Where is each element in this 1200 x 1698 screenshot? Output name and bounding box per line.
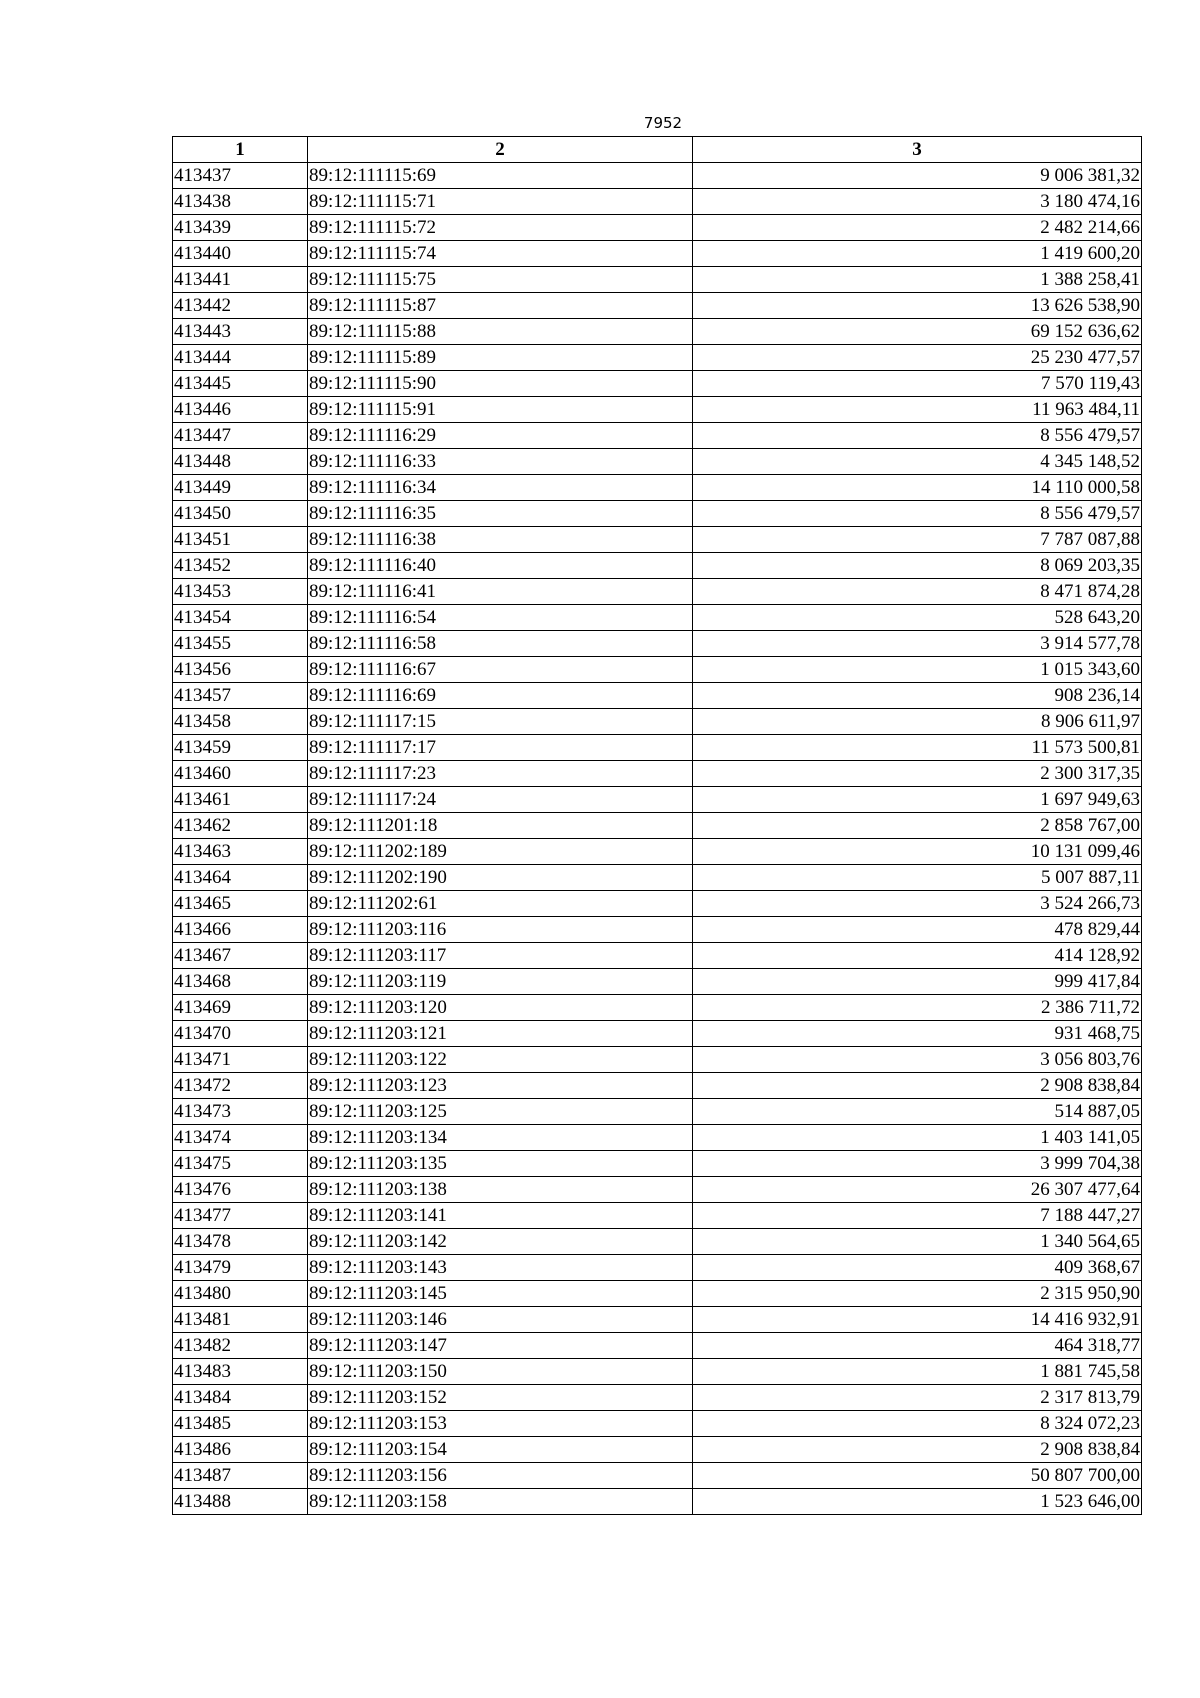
cadastral-number-cell: 89:12:111116:54 <box>308 605 693 631</box>
row-number-cell: 413444 <box>173 345 308 371</box>
table-row <box>173 1203 1142 1229</box>
cadastral-number-cell: 89:12:111203:135 <box>308 1151 693 1177</box>
cadastral-number-cell: 89:12:111203:122 <box>308 1047 693 1073</box>
row-number-cell: 413438 <box>173 189 308 215</box>
value-cell: 908 236,14 <box>693 683 1142 709</box>
row-number-cell: 413467 <box>173 943 308 969</box>
row-number-cell: 413439 <box>173 215 308 241</box>
cadastral-number-cell: 89:12:111203:152 <box>308 1385 693 1411</box>
table-row <box>173 1047 1142 1073</box>
value-cell: 4 345 148,52 <box>693 449 1142 475</box>
row-number-cell: 413475 <box>173 1151 308 1177</box>
row-number-cell: 413472 <box>173 1073 308 1099</box>
cadastral-number-cell: 89:12:111116:40 <box>308 553 693 579</box>
row-number-cell: 413453 <box>173 579 308 605</box>
cadastral-number-cell: 89:12:111203:150 <box>308 1359 693 1385</box>
cadastral-number-cell: 89:12:111203:134 <box>308 1125 693 1151</box>
cadastral-number-cell: 89:12:111203:146 <box>308 1307 693 1333</box>
cadastral-number-cell: 89:12:111117:23 <box>308 761 693 787</box>
cadastral-number-cell: 89:12:111117:24 <box>308 787 693 813</box>
table-row <box>173 813 1142 839</box>
table-row <box>173 631 1142 657</box>
header-cell-1: 1 <box>173 137 308 163</box>
value-cell: 8 069 203,35 <box>693 553 1142 579</box>
cadastral-number-cell: 89:12:111116:38 <box>308 527 693 553</box>
value-cell: 1 388 258,41 <box>693 267 1142 293</box>
row-number-cell: 413470 <box>173 1021 308 1047</box>
table-row <box>173 1151 1142 1177</box>
value-cell: 3 914 577,78 <box>693 631 1142 657</box>
cadastral-number-cell: 89:12:111203:138 <box>308 1177 693 1203</box>
row-number-cell: 413459 <box>173 735 308 761</box>
table-row <box>173 1385 1142 1411</box>
value-cell: 514 887,05 <box>693 1099 1142 1125</box>
table-row <box>173 1021 1142 1047</box>
table-row <box>173 241 1142 267</box>
row-number-cell: 413487 <box>173 1463 308 1489</box>
cadastral-number-cell: 89:12:111115:88 <box>308 319 693 345</box>
cadastral-number-cell: 89:12:111115:71 <box>308 189 693 215</box>
value-cell: 999 417,84 <box>693 969 1142 995</box>
row-number-cell: 413469 <box>173 995 308 1021</box>
value-cell: 69 152 636,62 <box>693 319 1142 345</box>
cadastral-number-cell: 89:12:111203:123 <box>308 1073 693 1099</box>
table-row <box>173 787 1142 813</box>
cadastral-number-cell: 89:12:111203:121 <box>308 1021 693 1047</box>
cadastral-number-cell: 89:12:111116:67 <box>308 657 693 683</box>
table-row <box>173 1489 1142 1515</box>
value-cell: 2 858 767,00 <box>693 813 1142 839</box>
value-cell: 1 015 343,60 <box>693 657 1142 683</box>
value-cell: 464 318,77 <box>693 1333 1142 1359</box>
row-number-cell: 413474 <box>173 1125 308 1151</box>
value-cell: 8 556 479,57 <box>693 501 1142 527</box>
cadastral-number-cell: 89:12:111203:154 <box>308 1437 693 1463</box>
cadastral-number-cell: 89:12:111117:15 <box>308 709 693 735</box>
row-number-cell: 413437 <box>173 163 308 189</box>
value-cell: 1 697 949,63 <box>693 787 1142 813</box>
cadastral-number-cell: 89:12:111203:158 <box>308 1489 693 1515</box>
table-row <box>173 397 1142 423</box>
table-row <box>173 423 1142 449</box>
table-row <box>173 501 1142 527</box>
table-row <box>173 527 1142 553</box>
cadastral-number-cell: 89:12:111115:87 <box>308 293 693 319</box>
value-cell: 2 300 317,35 <box>693 761 1142 787</box>
cadastral-number-cell: 89:12:111203:141 <box>308 1203 693 1229</box>
table-row <box>173 1437 1142 1463</box>
row-number-cell: 413451 <box>173 527 308 553</box>
table-row <box>173 267 1142 293</box>
cadastral-number-cell: 89:12:111203:119 <box>308 969 693 995</box>
value-cell: 8 556 479,57 <box>693 423 1142 449</box>
cadastral-number-cell: 89:12:111203:156 <box>308 1463 693 1489</box>
row-number-cell: 413483 <box>173 1359 308 1385</box>
cadastral-number-cell: 89:12:111116:33 <box>308 449 693 475</box>
row-number-cell: 413464 <box>173 865 308 891</box>
value-cell: 2 482 214,66 <box>693 215 1142 241</box>
value-cell: 3 056 803,76 <box>693 1047 1142 1073</box>
table-header <box>173 137 1142 163</box>
cadastral-number-cell: 89:12:111203:153 <box>308 1411 693 1437</box>
table-row <box>173 995 1142 1021</box>
value-cell: 528 643,20 <box>693 605 1142 631</box>
row-number-cell: 413471 <box>173 1047 308 1073</box>
value-cell: 3 524 266,73 <box>693 891 1142 917</box>
row-number-cell: 413455 <box>173 631 308 657</box>
value-cell: 14 416 932,91 <box>693 1307 1142 1333</box>
value-cell: 1 523 646,00 <box>693 1489 1142 1515</box>
value-cell: 7 570 119,43 <box>693 371 1142 397</box>
table-row <box>173 345 1142 371</box>
table-row <box>173 1177 1142 1203</box>
table-row <box>173 657 1142 683</box>
table-row <box>173 969 1142 995</box>
cadastral-number-cell: 89:12:111115:91 <box>308 397 693 423</box>
table-row <box>173 605 1142 631</box>
header-cell-2: 2 <box>308 137 693 163</box>
row-number-cell: 413481 <box>173 1307 308 1333</box>
table-row <box>173 917 1142 943</box>
row-number-cell: 413448 <box>173 449 308 475</box>
cadastral-number-cell: 89:12:111202:61 <box>308 891 693 917</box>
value-cell: 1 419 600,20 <box>693 241 1142 267</box>
table-row <box>173 1463 1142 1489</box>
row-number-cell: 413441 <box>173 267 308 293</box>
value-cell: 11 573 500,81 <box>693 735 1142 761</box>
value-cell: 2 908 838,84 <box>693 1073 1142 1099</box>
cadastral-number-cell: 89:12:111115:75 <box>308 267 693 293</box>
table-row <box>173 1307 1142 1333</box>
table-row <box>173 865 1142 891</box>
row-number-cell: 413465 <box>173 891 308 917</box>
table-row <box>173 1229 1142 1255</box>
row-number-cell: 413463 <box>173 839 308 865</box>
value-cell: 26 307 477,64 <box>693 1177 1142 1203</box>
cadastral-number-cell: 89:12:111116:29 <box>308 423 693 449</box>
cadastral-number-cell: 89:12:111116:34 <box>308 475 693 501</box>
table-row <box>173 215 1142 241</box>
row-number-cell: 413479 <box>173 1255 308 1281</box>
cadastral-number-cell: 89:12:111201:18 <box>308 813 693 839</box>
cadastral-number-cell: 89:12:111115:69 <box>308 163 693 189</box>
row-number-cell: 413468 <box>173 969 308 995</box>
value-cell: 50 807 700,00 <box>693 1463 1142 1489</box>
row-number-cell: 413486 <box>173 1437 308 1463</box>
cadastral-number-cell: 89:12:111203:145 <box>308 1281 693 1307</box>
row-number-cell: 413484 <box>173 1385 308 1411</box>
row-number-cell: 413461 <box>173 787 308 813</box>
row-number-cell: 413447 <box>173 423 308 449</box>
table-row <box>173 1255 1142 1281</box>
row-number-cell: 413466 <box>173 917 308 943</box>
cadastral-number-cell: 89:12:111203:143 <box>308 1255 693 1281</box>
value-cell: 9 006 381,32 <box>693 163 1142 189</box>
cadastral-number-cell: 89:12:111202:189 <box>308 839 693 865</box>
cadastral-number-cell: 89:12:111203:117 <box>308 943 693 969</box>
row-number-cell: 413480 <box>173 1281 308 1307</box>
table-row <box>173 319 1142 345</box>
table-row <box>173 1333 1142 1359</box>
row-number-cell: 413456 <box>173 657 308 683</box>
value-cell: 11 963 484,11 <box>693 397 1142 423</box>
table-row <box>173 293 1142 319</box>
table-row <box>173 1359 1142 1385</box>
cadastral-number-cell: 89:12:111115:72 <box>308 215 693 241</box>
row-number-cell: 413443 <box>173 319 308 345</box>
row-number-cell: 413445 <box>173 371 308 397</box>
table-row <box>173 1099 1142 1125</box>
cadastral-number-cell: 89:12:111115:89 <box>308 345 693 371</box>
row-number-cell: 413442 <box>173 293 308 319</box>
table-row <box>173 839 1142 865</box>
table-row <box>173 761 1142 787</box>
value-cell: 2 908 838,84 <box>693 1437 1142 1463</box>
table-row <box>173 1281 1142 1307</box>
row-number-cell: 413462 <box>173 813 308 839</box>
value-cell: 478 829,44 <box>693 917 1142 943</box>
row-number-cell: 413454 <box>173 605 308 631</box>
table-row <box>173 735 1142 761</box>
row-number-cell: 413452 <box>173 553 308 579</box>
value-cell: 8 324 072,23 <box>693 1411 1142 1437</box>
value-cell: 1 340 564,65 <box>693 1229 1142 1255</box>
cadastral-number-cell: 89:12:111203:120 <box>308 995 693 1021</box>
row-number-cell: 413450 <box>173 501 308 527</box>
row-number-cell: 413460 <box>173 761 308 787</box>
cadastral-number-cell: 89:12:111203:147 <box>308 1333 693 1359</box>
cadastral-number-cell: 89:12:111203:125 <box>308 1099 693 1125</box>
value-cell: 409 368,67 <box>693 1255 1142 1281</box>
value-cell: 931 468,75 <box>693 1021 1142 1047</box>
row-number-cell: 413488 <box>173 1489 308 1515</box>
value-cell: 414 128,92 <box>693 943 1142 969</box>
row-number-cell: 413446 <box>173 397 308 423</box>
page-number: 7952 <box>643 114 683 132</box>
header-row <box>173 137 1142 163</box>
value-cell: 7 787 087,88 <box>693 527 1142 553</box>
value-cell: 7 188 447,27 <box>693 1203 1142 1229</box>
cadastral-number-cell: 89:12:111115:90 <box>308 371 693 397</box>
table-row <box>173 683 1142 709</box>
row-number-cell: 413485 <box>173 1411 308 1437</box>
value-cell: 25 230 477,57 <box>693 345 1142 371</box>
value-cell: 1 403 141,05 <box>693 1125 1142 1151</box>
value-cell: 2 317 813,79 <box>693 1385 1142 1411</box>
table-row <box>173 475 1142 501</box>
cadastral-number-cell: 89:12:111115:74 <box>308 241 693 267</box>
cadastral-number-cell: 89:12:111116:69 <box>308 683 693 709</box>
table-row <box>173 1411 1142 1437</box>
table-row <box>173 891 1142 917</box>
table-row <box>173 579 1142 605</box>
table-row <box>173 189 1142 215</box>
table-row <box>173 709 1142 735</box>
row-number-cell: 413458 <box>173 709 308 735</box>
cadastral-number-cell: 89:12:111202:190 <box>308 865 693 891</box>
value-cell: 1 881 745,58 <box>693 1359 1142 1385</box>
value-cell: 13 626 538,90 <box>693 293 1142 319</box>
table-body <box>173 163 1142 1515</box>
row-number-cell: 413440 <box>173 241 308 267</box>
row-number-cell: 413478 <box>173 1229 308 1255</box>
value-cell: 14 110 000,58 <box>693 475 1142 501</box>
value-cell: 3 180 474,16 <box>693 189 1142 215</box>
row-number-cell: 413482 <box>173 1333 308 1359</box>
value-cell: 10 131 099,46 <box>693 839 1142 865</box>
header-cell-3: 3 <box>693 137 1142 163</box>
table-row <box>173 943 1142 969</box>
table-row <box>173 553 1142 579</box>
value-cell: 2 386 711,72 <box>693 995 1142 1021</box>
row-number-cell: 413457 <box>173 683 308 709</box>
register-table <box>172 136 1142 1515</box>
row-number-cell: 413476 <box>173 1177 308 1203</box>
cadastral-number-cell: 89:12:111116:35 <box>308 501 693 527</box>
cadastral-number-cell: 89:12:111203:142 <box>308 1229 693 1255</box>
row-number-cell: 413449 <box>173 475 308 501</box>
row-number-cell: 413473 <box>173 1099 308 1125</box>
row-number-cell: 413477 <box>173 1203 308 1229</box>
value-cell: 8 471 874,28 <box>693 579 1142 605</box>
value-cell: 5 007 887,11 <box>693 865 1142 891</box>
cadastral-number-cell: 89:12:111203:116 <box>308 917 693 943</box>
table-row <box>173 449 1142 475</box>
table-row <box>173 371 1142 397</box>
table-row <box>173 1125 1142 1151</box>
cadastral-number-cell: 89:12:111117:17 <box>308 735 693 761</box>
value-cell: 3 999 704,38 <box>693 1151 1142 1177</box>
cadastral-number-cell: 89:12:111116:58 <box>308 631 693 657</box>
value-cell: 2 315 950,90 <box>693 1281 1142 1307</box>
cadastral-number-cell: 89:12:111116:41 <box>308 579 693 605</box>
table-row <box>173 163 1142 189</box>
value-cell: 8 906 611,97 <box>693 709 1142 735</box>
table-row <box>173 1073 1142 1099</box>
